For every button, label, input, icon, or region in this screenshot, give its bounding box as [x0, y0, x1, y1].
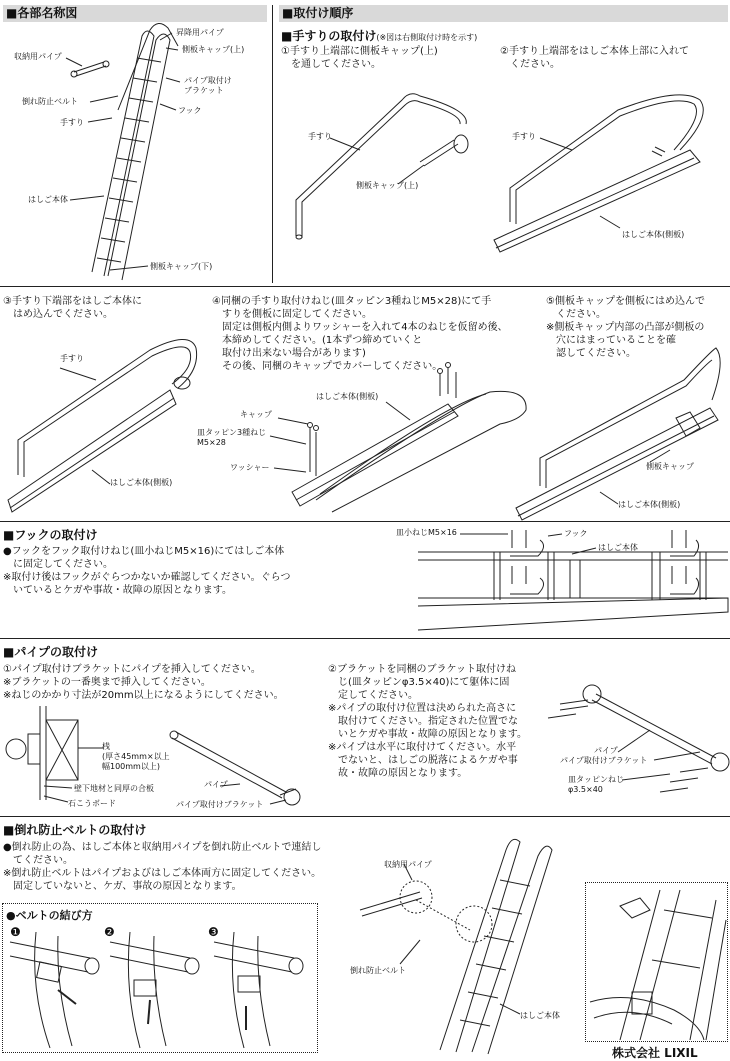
belt-title: ■倒れ防止ベルトの取付け [3, 823, 147, 837]
label-side-cap-bottom: 側板キャップ(下) [150, 262, 213, 271]
fig4-body: はしご本体(側板) [316, 392, 379, 401]
fig3-body: はしご本体(側板) [110, 478, 173, 487]
label-pipe-bracket: パイプ取付け ブラケット [184, 76, 232, 95]
label-ladder-body: はしご本体 [28, 195, 68, 204]
label-anti-fall-belt: 倒れ防止ベルト [22, 97, 78, 106]
fig3-handrail: 手すり [60, 354, 84, 363]
pipe-fig1-pipe: パイプ [204, 780, 228, 789]
step2-text: ②手すり上端部をはしご本体上部に入れて ください。 [500, 46, 689, 70]
label-handrail: 手すり [60, 118, 84, 127]
belt-text: ●倒れ防止の為、はしご本体と収納用パイプを倒れ防止ベルトで連結し てください。 ※倒れ防止ベルトはパイプおよびはしご本体両方に固定してください。 固定していないと、ケガ、事故の原因となります。 [3, 842, 322, 892]
pipe-fig2-screw: 皿タッピンねじ φ3.5×40 [568, 775, 624, 794]
fig1-cap: 側板キャップ(上) [356, 181, 419, 190]
pipe-fig2-pipe: パイプ [594, 746, 618, 755]
tie-step-3: ❸ [208, 925, 219, 939]
belt-fig-storage-pipe: 収納用パイプ [384, 860, 432, 869]
fig5-cap: 側板キャップ [646, 462, 694, 471]
pipe-fig1-bracket: パイプ取付けブラケット [176, 800, 264, 809]
label-storage-pipe: 収納用パイプ [14, 52, 62, 61]
belt-fig-belt: 倒れ防止ベルト [350, 966, 406, 975]
handrail-title: ■手すりの取付け(※図は右側取付け時を示す) [281, 29, 478, 43]
label-hook: フック [178, 106, 202, 115]
step5-text: ⑤側板キャップを側板にはめ込んで ください。 ※側板キャップ内部の凸部が側板の 穴にはまっていることを確 認してください。 [546, 296, 705, 359]
fig2-handrail: 手すり [512, 132, 536, 141]
fig5-body: はしご本体(側板) [618, 500, 681, 509]
hook-fig-body: はしご本体 [598, 543, 638, 552]
company-logo: 株式会社 LIXIL [612, 1046, 698, 1060]
belt-tie-title: ●ベルトの結び方 [6, 909, 93, 922]
step3-text: ③手すり下端部をはしご本体に はめ込んでください。 [3, 296, 142, 320]
hook-text: ●フックをフック取付けねじ(皿小ねじM5×16)にてはしご本体 に固定してください。 ※取付け後はフックがぐらつかないか確認してください。ぐらつ いているとケガや事故・故障の原因となります。 [3, 546, 291, 596]
label-lift-pipe: 昇降用パイプ [176, 28, 224, 37]
fig4-screw: 皿タッピン3種ねじ M5×28 [197, 428, 267, 447]
tie-step-2: ❷ [104, 925, 115, 939]
pipe-title: ■パイプの取付け [3, 645, 98, 659]
belt-fig-body: はしご本体 [520, 1011, 560, 1020]
label-side-cap-top: 側板キャップ(上) [182, 45, 245, 54]
hook-title: ■フックの取付け [3, 528, 98, 542]
fig1-handrail: 手すり [308, 132, 332, 141]
install-header: ■取付け順序 [279, 5, 728, 22]
pipe-fig1-base: 壁下地材と同厚の合板 [74, 784, 154, 793]
fig4-cap: キャップ [240, 410, 272, 419]
pipe-step2-text: ②ブラケットを同梱のブラケット取付けね じ(皿タッピンφ3.5×40)にて躯体に固 定してください。 ※パイプの取付け位置は決められた高さに 取付けてください。指定された位置でな いとケガや事故・故障の原因となります。 ※パイプは水平に取付けてください。水平 でないと、はしごの脱落によるケガや事 故・故障の原因となります。 [328, 664, 527, 779]
tie-step-1: ❶ [10, 925, 21, 939]
pipe-step1-text: ①パイプ取付けブラケットにパイプを挿入してください。 ※ブラケットの一番奥まで挿入してください。 ※ねじのかかり寸法が20mm以上になるようにしてください。 [3, 664, 284, 701]
parts-header: ■各部名称図 [3, 5, 267, 22]
hook-fig-screw: 皿小ねじM5×16 [396, 528, 457, 537]
pipe-fig1-stud: 桟 (厚さ45mm×以上 幅100mm以上) [102, 742, 170, 771]
fig4-washer: ワッシャー [230, 463, 270, 472]
pipe-fig2-bracket: パイプ取付けブラケット [560, 756, 648, 765]
fig2-body: はしご本体(側板) [622, 230, 685, 239]
pipe-fig1-board: 石こうボード [68, 799, 116, 808]
hook-fig-hook: フック [564, 529, 588, 538]
step4-text: ④同梱の手すり取付けねじ(皿タッピン3種ねじM5×28)にて手 すりを側板に固定してください。 固定は側板内側よりワッシャーを入れて4本のねじを仮留め後、 本締めしてください。(1本ずつ締めていくと 取付け出来ない場合があります) その後、同梱のキャップでカバーしてください。 [212, 296, 508, 372]
step1-text: ①手すり上端部に側板キャップ(上) を通してください。 [281, 46, 438, 70]
